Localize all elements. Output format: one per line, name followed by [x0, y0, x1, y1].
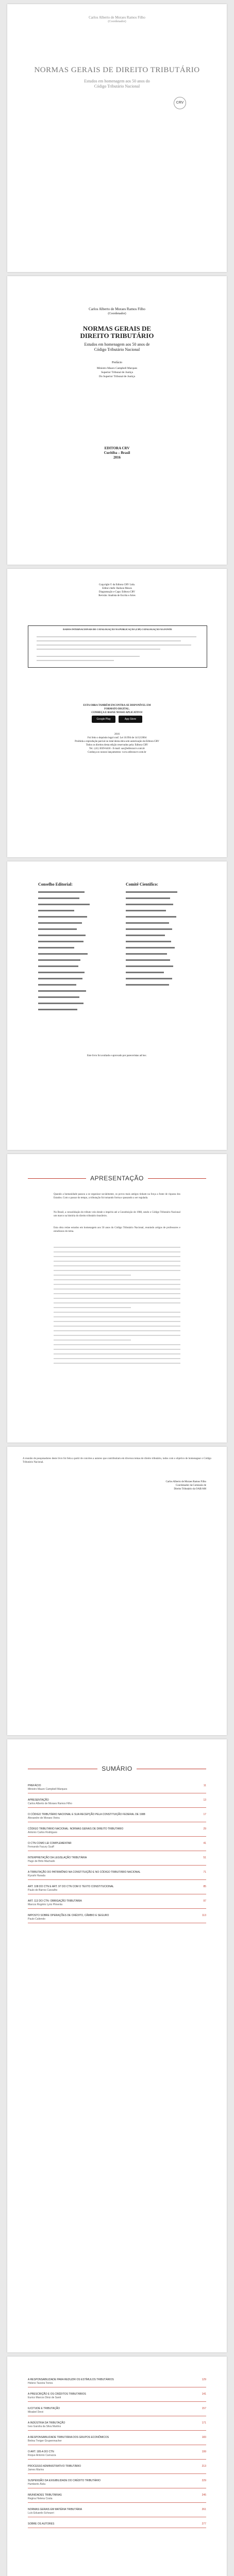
committee-member-line [126, 928, 172, 930]
toc-entry-page: 85 [203, 1885, 206, 1888]
toc-entry-page: 41 [203, 1842, 206, 1845]
committee-member-line [126, 947, 175, 948]
contact-line: Tel.: (41) 3039-6418 - E-mail: sac@editoracrv.com.br [89, 748, 145, 750]
body-text-line [54, 1312, 180, 1313]
committee-member-line [126, 916, 176, 918]
toc-entry[interactable] [28, 2464, 206, 2474]
toc-entry[interactable] [28, 1841, 206, 1851]
author-name: Carlos Alberto de Moraes Ramos Filho [89, 307, 145, 311]
page-8 [7, 2357, 227, 2576]
editorial-member-line [38, 959, 80, 961]
body-text-line [54, 1289, 180, 1290]
committee-member-line [126, 959, 170, 961]
toc-entry-author: Alexandre de Moraes Vieira [28, 1817, 60, 1820]
signature-block [166, 1480, 206, 1491]
catalog-text-line [37, 656, 140, 657]
app-store-badge[interactable]: App Store [119, 716, 142, 723]
book-subtitle [7, 342, 227, 352]
editorial-member-line [38, 916, 87, 918]
heading-text: SUMÁRIO [102, 1765, 132, 1772]
presentation-paragraph: A reunião de pesquisadores deste livro foi feita a partir de convites a autores que contribuíram em diversos temas de direito tributário, todos com o objetivo de homenagear o Código Tributário Nacional. [23, 1458, 211, 1464]
toc-entry-page: 51 [203, 1856, 206, 1859]
toc-entry[interactable] [28, 1899, 206, 1909]
book-title [7, 325, 227, 340]
toc-entry[interactable] [28, 2392, 206, 2402]
editorial-member-line [38, 996, 79, 998]
page-5 [7, 1154, 227, 1443]
toc-entry[interactable] [28, 2377, 206, 2387]
toc-entry-author: Humberto Ávila [28, 2483, 46, 2486]
toc-entry-author: Paulo de Barros Carvalho [28, 1889, 58, 1892]
catalog-title: DADOS INTERNACIONAIS DE CATALOGAÇÃO NA PUBLICAÇÃO (CIP) CATALOGAÇÃO NA FONTE [63, 628, 172, 631]
toc-entry-title: APRESENTAÇÃO [28, 1799, 49, 1802]
committee-member-line [126, 910, 166, 911]
heading-text: APRESENTAÇÃO [90, 1175, 144, 1182]
toc-entry-title: O CÓDIGO TRIBUTÁRIO NACIONAL E SUA RECEPÇÃO PELA CONSTITUIÇÃO FEDERAL DE 1988 [28, 1813, 145, 1816]
body-text-line [54, 1256, 180, 1257]
notice-line: FORMATO DIGITAL. [104, 708, 130, 710]
copyright-line: Editor-chefe: Railson Moura [102, 587, 132, 590]
toc-entry[interactable] [28, 2435, 206, 2445]
toc-entry[interactable] [28, 1855, 206, 1866]
toc-entry-page: 13 [203, 1799, 206, 1802]
page-4 [7, 861, 227, 1150]
publisher-city: Curitiba – Brasil [104, 451, 130, 455]
toc-entry-page: 245 [202, 2494, 206, 2497]
scientific-committee-heading: Comitê Científico: [126, 882, 158, 887]
editorial-member-line [38, 990, 86, 992]
catalog-text-line [37, 636, 196, 637]
toc-entry-page: 229 [202, 2479, 206, 2482]
body-text-line [54, 1307, 131, 1308]
toc-entry-rule [28, 2502, 206, 2503]
toc-entry-title: A RESPONSABILIDADE TRIBUTÁRIA DOS GRUPOS ECONÔMICOS [28, 2436, 109, 2439]
body-text-line [54, 1349, 180, 1350]
contact-line: Todos os direitos desta edição reservados pela: Editora CRV [86, 744, 148, 747]
heading-rule [28, 1178, 86, 1179]
toc-entry-title: PREFÁCIO [28, 1784, 41, 1787]
editorial-member-line [38, 904, 90, 905]
catalog-text-line [37, 649, 160, 650]
catalog-box [28, 625, 207, 668]
signature-name: Carlos Alberto de Moraes Ramos Filho [165, 1481, 206, 1483]
toc-entry[interactable] [28, 2507, 206, 2517]
body-text-line [54, 1358, 180, 1359]
committee-member-line [126, 978, 172, 979]
toc-entry-rule [28, 1807, 206, 1808]
title-line-2: DIREITO TRIBUTÁRIO [80, 332, 154, 340]
body-text-line [54, 1335, 180, 1336]
editorial-member-line [38, 928, 77, 930]
toc-entry[interactable] [28, 1870, 206, 1880]
committee-member-line [126, 972, 164, 973]
body-text-line [54, 1293, 180, 1294]
subtitle-line-2: Código Tributário Nacional [94, 347, 140, 352]
toc-entry-author: Betina Treiger Grupenmacher [28, 2439, 62, 2443]
peer-review-note: Este livro foi avaliado e aprovado por pareceristas ad hoc. [87, 1055, 147, 1057]
editorial-member-line [38, 972, 85, 973]
toc-entry-page: 141 [202, 2393, 206, 2396]
toc-entry-author: Misabel Derzi [28, 2411, 44, 2414]
contact-line: 2016 [114, 733, 120, 736]
toc-entry-title: ILICITUDE E TRIBUTAÇÃO [28, 2407, 60, 2410]
google-play-badge[interactable]: Google Play [92, 716, 115, 723]
preface-line: Ministro Mauro Campbell Marques [96, 367, 138, 370]
toc-entry-author: Ives Gandra da Silva Martins [28, 2425, 61, 2428]
toc-entry-page: 71 [203, 1871, 206, 1874]
body-text-line [54, 1251, 180, 1252]
toc-entry-page: 11 [203, 1784, 206, 1787]
toc-entry-author: Roque Antonio Carrazza [28, 2454, 56, 2457]
toc-entry-title: SOBRE OS AUTORES [28, 2522, 55, 2526]
toc-entry-title: O CTN COMO LEI COMPLEMENTAR [28, 1842, 72, 1845]
publisher-info [7, 446, 227, 460]
toc-entry-author: James Marins [28, 2468, 44, 2471]
toc-entry-author: Luís Eduardo Schoueri [28, 2512, 54, 2515]
toc-entry-author: Heleno Taveira Torres [28, 2382, 53, 2385]
committee-member-line [126, 941, 171, 942]
committee-member-line [126, 935, 165, 936]
committee-member-line [126, 904, 173, 905]
toc-entry-title: IMPOSTO SOBRE OPERAÇÕES DE CRÉDITO, CÂMBIO E SEGURO [28, 1914, 109, 1917]
coordinator-label: (Coordenador) [108, 20, 126, 23]
contact-line: Foi feito o depósito legal conf. Lei 10.994 de 14/12/2004 [87, 737, 147, 739]
coordinator-label: (Coordenador) [108, 312, 126, 315]
toc-entry-rule [28, 1908, 206, 1909]
signature-role: Coordenador da Comissão de [175, 1484, 206, 1487]
summary-heading [28, 1765, 206, 1772]
editorial-member-line [38, 984, 76, 986]
toc-entry-title: SUSPENSÃO DA EXIGIBILIDADE DO CRÉDITO TRIBUTÁRIO [28, 2479, 101, 2482]
toc-entry[interactable] [28, 1913, 206, 1923]
heading-rule [148, 1178, 206, 1179]
book-subtitle [7, 79, 227, 89]
body-text-line [54, 1270, 180, 1271]
body-text-line [54, 1302, 180, 1303]
publisher-logo-icon: CRV [174, 97, 186, 109]
body-text-line [54, 1340, 131, 1341]
toc-entry-page: 29 [203, 1827, 206, 1831]
toc-entry-author: Kiyoshi Harada [28, 1874, 45, 1877]
toc-entry-page: 17 [203, 1813, 206, 1816]
catalog-text-line [37, 640, 181, 641]
toc-entry[interactable] [28, 1783, 206, 1793]
toc-entry[interactable] [28, 2478, 206, 2488]
committee-member-line [126, 897, 170, 899]
toc-entry-title: ART. 108 DO CTN E ART. 97 DO CTN COM O TEXTO CONSTITUCIONAL [28, 1885, 114, 1888]
presentation-paragraph: Esta obra reúne estudos em homenagem aos 50 anos do Código Tributário Nacional, reunindo artigos de professores e estudiosos do tema. [54, 1227, 180, 1233]
toc-entry-rule [28, 2401, 206, 2402]
toc-entry-author: Carlos Alberto de Moraes Ramos Filho [28, 1802, 72, 1805]
book-title: NORMAS GERAIS DE DIREITO TRIBUTÁRIO [34, 66, 200, 74]
copyright-block [7, 583, 227, 598]
page-3 [7, 569, 227, 857]
body-text-line [54, 1284, 180, 1285]
toc-entry-page: 183 [202, 2436, 206, 2439]
presentation-paragraph: No Brasil, a consolidação do tributo veio desde o império até a Constituição de 1988, sendo o Código Tributário Nacional um marco na história do direito tributário brasileiro. [54, 1211, 180, 1217]
editorial-member-line [38, 922, 82, 924]
toc-entry-rule [28, 2430, 206, 2431]
toc-entry-title: INTERPRETAÇÃO DA LEGISLAÇÃO TRIBUTÁRIA [28, 1856, 87, 1859]
toc-entry[interactable] [28, 1884, 206, 1894]
toc-entry-author: Eurico Marcos Diniz de Santi [28, 2396, 61, 2399]
subtitle-line-2: Código Tributário Nacional [94, 84, 140, 89]
committee-member-line [126, 922, 169, 924]
editorial-member-line [38, 947, 74, 948]
page-7 [7, 1739, 227, 2352]
committee-member-line [126, 953, 167, 955]
editorial-member-line [38, 978, 82, 979]
toc-entry-title: O ART. 185-A DO CTN [28, 2450, 54, 2453]
catalog-text-line [37, 645, 191, 646]
toc-entry-author: Marcos Rogério Lyrio Pimenta [28, 1903, 63, 1906]
committee-member-line [126, 891, 177, 893]
toc-entry[interactable] [28, 2493, 206, 2503]
editorial-member-line [38, 891, 85, 893]
toc-entry[interactable] [28, 1826, 206, 1837]
table-of-contents [28, 1783, 206, 1927]
body-text-line [54, 1344, 180, 1345]
editorial-member-line [38, 953, 88, 955]
copyright-line: Diagramação e Capa: Editora CRV [98, 591, 136, 594]
editorial-member-line [38, 1009, 77, 1010]
contact-line: Proibida a reprodução parcial ou total desta obra sem autorização da Editora CRV [75, 740, 159, 743]
toc-entry-page: 113 [202, 1914, 206, 1917]
page-6 [7, 1447, 227, 1735]
toc-entry-page: 261 [202, 2508, 206, 2511]
preface-line: Do Superior Tribunal de Justiça [99, 375, 135, 378]
body-text-line [54, 1261, 180, 1262]
subtitle-line-1: Estudos em homenagem aos 50 anos do [84, 79, 150, 83]
toc-entry-author: Regina Helena Costa [28, 2497, 53, 2500]
toc-entry-page: 199 [202, 2450, 206, 2453]
editorial-member-line [38, 935, 86, 936]
publication-year: 2016 [113, 455, 121, 460]
toc-entry[interactable] [28, 1798, 206, 1808]
toc-entry-title: NORMAS GERAIS EM MATÉRIA TRIBUTÁRIA [28, 2508, 82, 2511]
digital-format-notice [7, 704, 227, 715]
toc-entry-rule [28, 2459, 206, 2460]
editorial-member-line [38, 965, 78, 967]
toc-entry-rule [28, 1836, 206, 1837]
toc-entry-rule [28, 1865, 206, 1866]
page-2 [7, 276, 227, 565]
toc-entry-author: Hugo de Brito Machado [28, 1860, 55, 1863]
contact-line: Conheça os nossos lançamentos: www.editoracrv.com.br [88, 751, 146, 754]
toc-entry-page: 171 [202, 2421, 206, 2425]
copyright-line: Revisão: Analista de Escrita e Artes [98, 595, 136, 597]
body-text-line [54, 1330, 180, 1331]
editorial-board-heading: Conselho Editorial: [38, 882, 73, 887]
body-text-line [54, 1316, 180, 1317]
toc-entry-page: 277 [202, 2522, 206, 2526]
toc-entry[interactable] [28, 1812, 206, 1822]
preface-line: Superior Tribunal de Justiça [101, 371, 133, 374]
toc-entry-author: Fernando Facury Scaff [28, 1845, 54, 1849]
toc-entry[interactable] [28, 2420, 206, 2431]
toc-entry[interactable] [28, 2521, 206, 2528]
toc-entry-title: A INDÚSTRIA DA TRIBUTAÇÃO [28, 2421, 65, 2425]
editorial-member-line [38, 1003, 83, 1004]
toc-entry-title: A TRIBUTAÇÃO DO PATRIMÔNIO NA CONSTITUIÇÃO E NO CÓDIGO TRIBUTÁRIO NACIONAL [28, 1871, 141, 1874]
toc-entry-page: 129 [202, 2378, 206, 2381]
body-text-line [54, 1353, 180, 1354]
editorial-member-line [38, 941, 83, 942]
subtitle-line-1: Estudos em homenagem aos 50 anos de [84, 342, 150, 347]
body-text-line [54, 1321, 180, 1322]
toc-entry-title: CÓDIGO TRIBUTÁRIO NACIONAL: NORMAS GERAIS DE DIREITO TRIBUTÁRIO [28, 1827, 124, 1831]
editorial-member-line [38, 910, 74, 911]
toc-entry-page: 157 [202, 2407, 206, 2410]
toc-entry[interactable] [28, 2449, 206, 2460]
toc-entry-title: ART. 113 DO CTN: OBRIGAÇÃO TRIBUTÁRIA [28, 1900, 82, 1903]
committee-member-line [126, 984, 169, 986]
page-1 [7, 4, 227, 272]
toc-entry-title: A RESPONSABILIDADE PARA REDUZIR OS ESTÍMULOS TRIBUTÁRIOS [28, 2378, 114, 2381]
body-text-line [54, 1363, 180, 1364]
signature-role: Direito Tributário da OAB/AM [174, 1488, 206, 1490]
catalog-text-line [37, 660, 114, 661]
body-text-line [54, 1279, 180, 1280]
toc-entry-author: Antonio Carlos Rodrigues [28, 1831, 57, 1834]
toc-entry-page: 213 [202, 2465, 206, 2468]
toc-entry-title: PROCESSO ADMINISTRATIVO TRIBUTÁRIO [28, 2465, 81, 2468]
toc-entry-rule [28, 1879, 206, 1880]
body-text-line [54, 1298, 180, 1299]
toc-entry[interactable] [28, 2406, 206, 2416]
copyright-line: Copyright © da Editora CRV Ltda. [99, 584, 135, 586]
toc-entry-page: 97 [203, 1900, 206, 1903]
author-name: Carlos Alberto de Moraes Ramos Filho [89, 15, 145, 20]
body-text-line [54, 1265, 180, 1266]
presentation-paragraph: Quando a humanidade passou a se organizar socialmente, os povos mais antigos tinham na força a fonte de riqueza dos Estados. Com o passar do tempo, a tributação foi tomando forma e passando a ser regulada. [54, 1193, 180, 1199]
body-text-line [54, 1247, 180, 1248]
toc-entry-author: Ministro Mauro Campbell Marques [28, 1788, 68, 1791]
toc-entry-author: Paulo Caliendo [28, 1918, 45, 1921]
toc-entry-rule [28, 2473, 206, 2474]
notice-line: ESTA OBRA TAMBÉM ENCONTRA-SE DISPONÍVEL EM [83, 704, 151, 707]
notice-line: CONHEÇA E BAIXE NOSSO APLICATIVO! [91, 711, 143, 714]
title-line-1: NORMAS GERAIS DE [82, 325, 152, 332]
body-text-line [54, 1326, 180, 1327]
publisher-name: EDITORA CRV [104, 446, 130, 450]
presentation-heading [28, 1175, 206, 1182]
toc-entry-title: A PRESCRIÇÃO E OS CRÉDITOS TRIBUTÁRIOS [28, 2393, 86, 2396]
preface-heading: Prefácio [112, 361, 122, 364]
body-text-line [54, 1275, 131, 1276]
legal-contact-block [7, 733, 227, 754]
committee-member-line [126, 965, 173, 967]
editorial-member-line [38, 897, 79, 899]
toc-entry-title: IMUNIDADES TRIBUTÁRIAS [28, 2494, 62, 2497]
table-of-contents-continued [28, 2377, 206, 2532]
